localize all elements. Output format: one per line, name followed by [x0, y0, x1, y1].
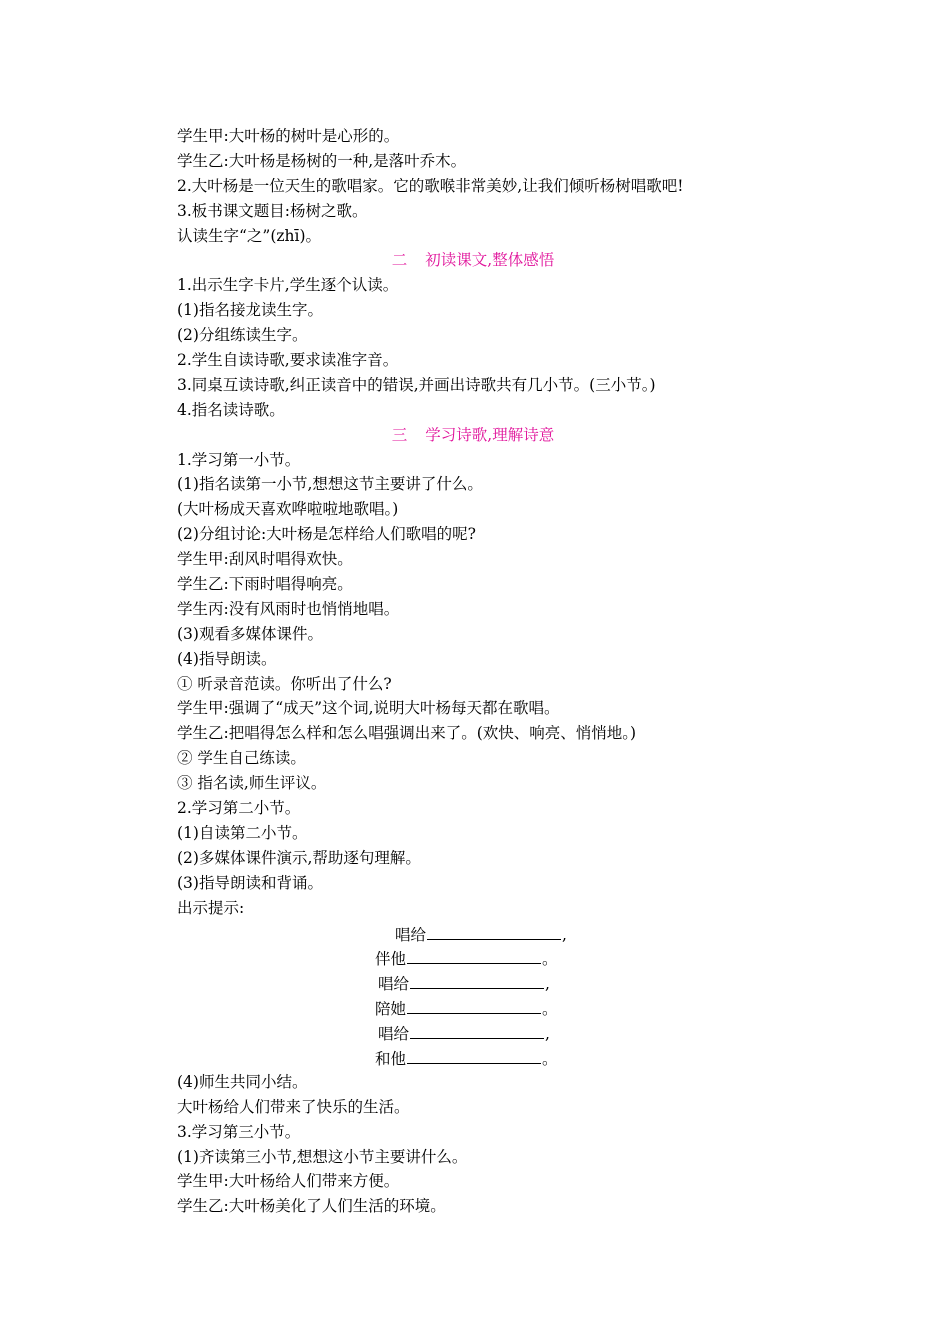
- text-line: (4)指导朗读。: [177, 649, 277, 668]
- text-line: 学生甲:大叶杨的树叶是心形的。: [177, 127, 400, 145]
- poem-line: [177, 970, 777, 995]
- poem-word: 唱给: [378, 975, 410, 994]
- text-line: ③ 指名读,师生评议。: [177, 774, 327, 793]
- text-line: 学生乙:大叶杨美化了人们生活的环境。: [177, 1197, 446, 1216]
- text-line: 4.指名读诗歌。: [177, 400, 285, 419]
- poem-word: 和他: [375, 1049, 407, 1068]
- text-line: 大叶杨给人们带来了快乐的生活。: [177, 1097, 410, 1116]
- section-number: 二: [391, 251, 408, 270]
- poem-line: [177, 1020, 777, 1045]
- poem-word: 伴他: [375, 950, 407, 969]
- answer-blank[interactable]: [410, 970, 544, 989]
- text-line: (2)多媒体课件演示,帮助逐句理解。: [177, 848, 421, 867]
- text-line: (4)师生共同小结。: [177, 1072, 308, 1091]
- text-line: 学生甲:刮风时唱得欢快。: [177, 550, 353, 569]
- poem-punct: ,: [545, 1025, 550, 1044]
- text-line: 学生乙:下雨时唱得响亮。: [177, 575, 353, 594]
- answer-blank[interactable]: [407, 1045, 541, 1064]
- answer-blank[interactable]: [427, 921, 561, 940]
- text-line: 3.板书课文题目:杨树之歌。: [177, 201, 368, 220]
- section-heading-2: [177, 248, 777, 273]
- poem-line: [177, 921, 777, 946]
- poem-line: [177, 995, 777, 1020]
- lesson-content: [177, 124, 777, 1219]
- poem-word: 唱给: [378, 1025, 410, 1044]
- text-line: 3.同桌互读诗歌,纠正读音中的错误,并画出诗歌共有几小节。(三小节。): [177, 375, 656, 394]
- text-line: 学生乙:把唱得怎么样和怎么唱强调出来了。(欢快、响亮、悄悄地。): [177, 724, 637, 743]
- text-line: (1)自读第二小节。: [177, 823, 308, 842]
- text-line: (大叶杨成天喜欢哗啦啦地歌唱。): [177, 500, 399, 519]
- text-line: (2)分组讨论:大叶杨是怎样给人们歌唱的呢?: [177, 525, 476, 544]
- text-line: (3)观看多媒体课件。: [177, 624, 323, 643]
- text-line: 学生丙:没有风雨时也悄悄地唱。: [177, 599, 400, 618]
- text-line: 3.学习第三小节。: [177, 1122, 301, 1141]
- answer-blank[interactable]: [407, 995, 541, 1014]
- text-line: 认读生字“之”(zhī)。: [177, 226, 322, 245]
- text-line: (1)指名接龙读生字。: [177, 301, 323, 320]
- poem-punct: ,: [545, 975, 550, 994]
- text-line: 学生甲:大叶杨给人们带来方便。: [177, 1172, 400, 1191]
- text-line: 1.出示生字卡片,学生逐个认读。: [177, 276, 399, 295]
- text-line: 2.学生自读诗歌,要求读准字音。: [177, 351, 399, 370]
- answer-blank[interactable]: [410, 1020, 544, 1039]
- answer-blank[interactable]: [407, 945, 541, 964]
- poem-punct: 。: [542, 1049, 558, 1068]
- text-line: ① 听录音范读。你听出了什么?: [177, 674, 392, 693]
- text-line: (3)指导朗读和背诵。: [177, 873, 323, 892]
- section-number: 三: [391, 425, 408, 444]
- section-heading-3: [177, 423, 777, 448]
- poem-punct: ,: [562, 925, 567, 944]
- text-line: 2.大叶杨是一位天生的歌唱家。它的歌喉非常美妙,让我们倾听杨树唱歌吧!: [177, 176, 684, 195]
- text-line: ② 学生自己练读。: [177, 749, 306, 768]
- section-title: 初读课文,整体感悟: [425, 251, 555, 270]
- text-line: 出示提示:: [177, 898, 245, 917]
- poem-line: [177, 945, 777, 970]
- text-line: (1)指名读第一小节,想想这节主要讲了什么。: [177, 475, 483, 494]
- text-line: (1)齐读第三小节,想想这小节主要讲什么。: [177, 1147, 468, 1166]
- text-line: 学生甲:强调了“成天”这个词,说明大叶杨每天都在歌唱。: [177, 699, 560, 718]
- text-line: 学生乙:大叶杨是杨树的一种,是落叶乔木。: [177, 151, 467, 170]
- section-title: 学习诗歌,理解诗意: [425, 425, 555, 444]
- text-line: 2.学习第二小节。: [177, 799, 301, 818]
- text-line: 1.学习第一小节。: [177, 450, 301, 469]
- poem-punct: 。: [542, 950, 558, 969]
- poem-line: [177, 1045, 777, 1070]
- poem-word: 陪她: [375, 1000, 407, 1019]
- poem-punct: 。: [542, 1000, 558, 1019]
- poem-word: 唱给: [395, 925, 427, 944]
- text-line: (2)分组练读生字。: [177, 326, 308, 345]
